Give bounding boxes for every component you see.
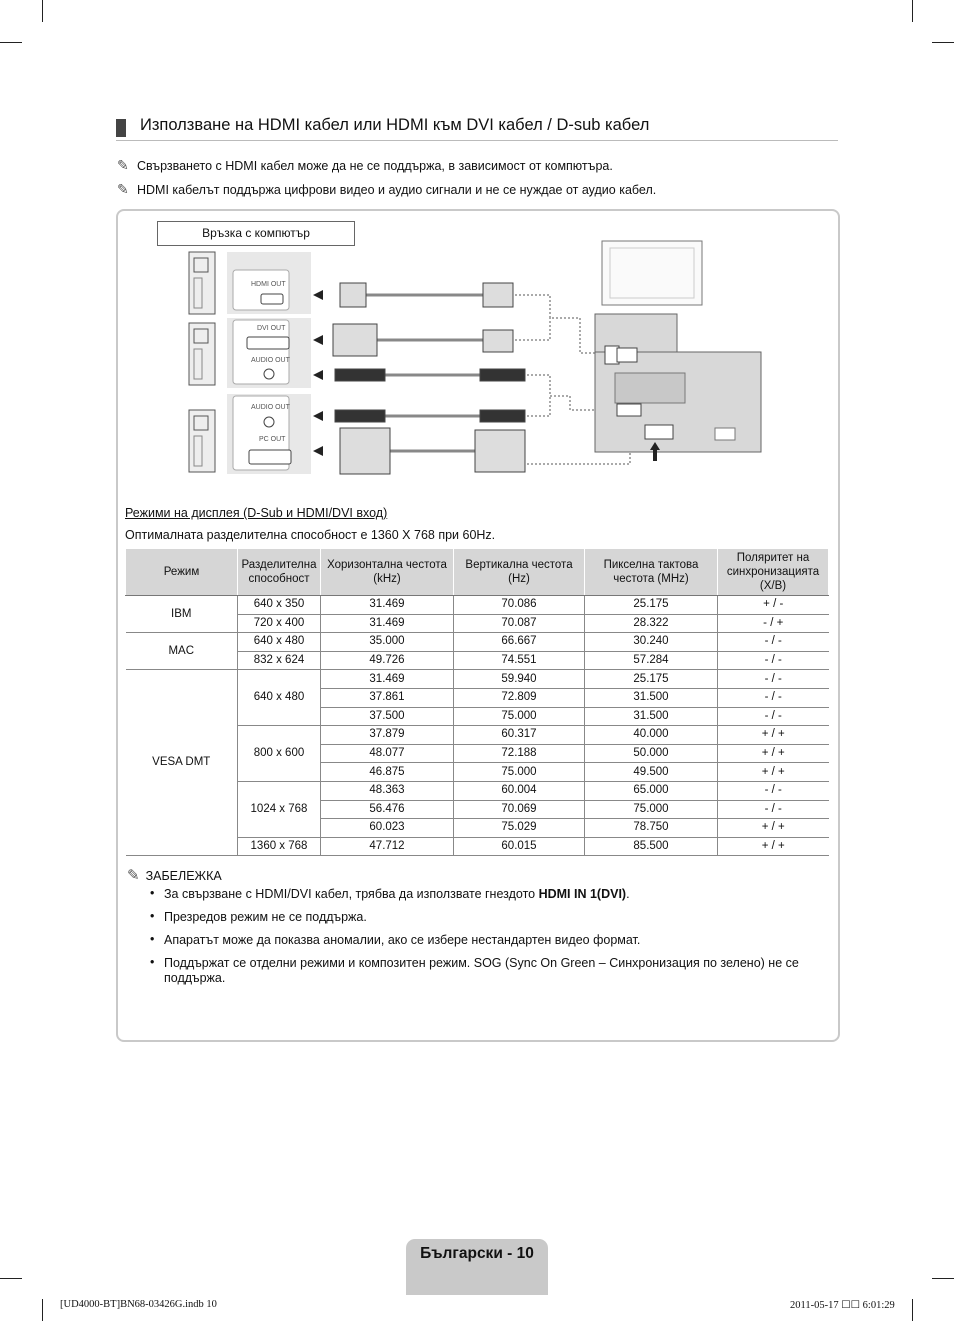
- resolution-cell: 640 x 480: [238, 670, 321, 726]
- list-item: • Презредов режим не се поддържа.: [150, 910, 840, 925]
- note-text: За свързване с HDMI/DVI кабел, трябва да използвате гнездото: [164, 887, 539, 901]
- table-cell: 49.726: [321, 651, 454, 670]
- list-item: • Апаратът може да показва аномалии, ако се избере нестандартен видео формат.: [150, 933, 840, 948]
- table-row: [126, 633, 829, 652]
- table-cell: 72.188: [454, 744, 585, 763]
- table-row: [126, 596, 829, 615]
- table-cell: 40.000: [585, 726, 718, 745]
- table-cell: 25.175: [585, 670, 718, 689]
- dvi-connector-icon: [333, 324, 377, 356]
- note-emphasis: HDMI IN 1(DVI): [538, 887, 627, 901]
- table-cell: 31.469: [321, 670, 454, 689]
- vga-connector-icon: [475, 430, 525, 472]
- table-cell: 75.000: [585, 800, 718, 819]
- column-header: Разделителна способност: [238, 549, 321, 596]
- computer-icon: [189, 252, 215, 314]
- table-cell: + / +: [718, 763, 829, 782]
- crop-mark: [912, 1299, 913, 1321]
- table-cell: 31.469: [321, 596, 454, 615]
- table-cell: 57.284: [585, 651, 718, 670]
- table-cell: 31.469: [321, 614, 454, 633]
- crop-mark: [932, 42, 954, 43]
- table-cell: - / +: [718, 614, 829, 633]
- table-cell: 66.667: [454, 633, 585, 652]
- table-cell: 37.861: [321, 688, 454, 707]
- crop-mark: [42, 0, 43, 22]
- display-modes-table: [125, 548, 829, 856]
- hdmi-port-icon: [261, 294, 283, 304]
- list-item: [150, 887, 840, 902]
- table-cell: 75.000: [454, 707, 585, 726]
- note-heading: [127, 866, 222, 884]
- table-cell: 70.086: [454, 596, 585, 615]
- table-cell: - / -: [718, 800, 829, 819]
- table-cell: 37.879: [321, 726, 454, 745]
- table-cell: + / -: [718, 596, 829, 615]
- mode-cell: IBM: [126, 596, 238, 633]
- table-cell: 28.322: [585, 614, 718, 633]
- table-cell: 48.077: [321, 744, 454, 763]
- note-text: HDMI кабелът поддържа цифрови видео и аудио сигнали и не се нуждае от аудио кабел.: [137, 183, 657, 197]
- table-cell: - / -: [718, 651, 829, 670]
- resolution-cell: 800 x 600: [238, 726, 321, 782]
- table-cell: 60.004: [454, 781, 585, 800]
- hdmi-out-label: HDMI OUT: [251, 281, 286, 288]
- audio-plug-icon: [480, 369, 525, 381]
- mode-cell: VESA DMT: [126, 670, 238, 856]
- table-row: [126, 670, 829, 689]
- table-cell: 30.240: [585, 633, 718, 652]
- table-cell: 25.175: [585, 596, 718, 615]
- computer-icon: [189, 410, 215, 472]
- table-cell: 48.363: [321, 781, 454, 800]
- resolution-cell: 1360 x 768: [238, 837, 321, 856]
- section-title: Използване на HDMI кабел или HDMI към DVI кабел / D-sub кабел: [140, 116, 650, 134]
- resolution-cell: 720 x 400: [238, 614, 321, 633]
- note-item: [117, 157, 613, 174]
- audio-plug-icon: [335, 369, 385, 381]
- tv-icon: [602, 241, 702, 305]
- section-marker: [116, 119, 126, 137]
- table-cell: 74.551: [454, 651, 585, 670]
- table-cell: 60.023: [321, 819, 454, 838]
- audio-port-icon: [264, 369, 274, 379]
- table-cell: 60.317: [454, 726, 585, 745]
- vga-port-icon: [249, 450, 291, 464]
- column-header: Вертикална честота (Hz): [454, 549, 585, 596]
- table-cell: 78.750: [585, 819, 718, 838]
- table-cell: - / -: [718, 688, 829, 707]
- table-cell: 65.000: [585, 781, 718, 800]
- table-cell: - / -: [718, 707, 829, 726]
- column-header: Хоризонтална честота (kHz): [321, 549, 454, 596]
- note-item: [117, 181, 656, 198]
- column-header: Пикселна тактова честота (MHz): [585, 549, 718, 596]
- crop-mark: [932, 1278, 954, 1279]
- table-cell: 46.875: [321, 763, 454, 782]
- audio-out-label: AUDIO OUT: [251, 404, 290, 411]
- note-heading-text: ЗАБЕЛЕЖКА: [145, 869, 222, 883]
- footer-timestamp: 2011-05-17 ☐☐ 6:01:29: [790, 1300, 895, 1311]
- crop-mark: [0, 42, 22, 43]
- table-cell: 72.809: [454, 688, 585, 707]
- table-cell: 31.500: [585, 688, 718, 707]
- page-number-tab: Български - 10: [406, 1239, 548, 1295]
- hdmi-connector-icon: [483, 283, 513, 307]
- table-cell: 47.712: [321, 837, 454, 856]
- crop-mark: [0, 1278, 22, 1279]
- crop-mark: [912, 0, 913, 22]
- table-cell: + / +: [718, 726, 829, 745]
- pencil-icon: ✎: [117, 157, 129, 173]
- table-cell: - / -: [718, 781, 829, 800]
- audio-plug-icon: [335, 410, 385, 422]
- table-cell: 59.940: [454, 670, 585, 689]
- dvi-port-icon: [247, 337, 289, 349]
- resolution-cell: 640 x 480: [238, 633, 321, 652]
- crop-mark: [42, 1299, 43, 1321]
- modes-subtitle: Оптималната разделителна способност е 1360 X 768 при 60Hz.: [125, 528, 496, 542]
- table-cell: - / -: [718, 670, 829, 689]
- table-cell: 75.000: [454, 763, 585, 782]
- table-cell: 70.087: [454, 614, 585, 633]
- table-cell: 37.500: [321, 707, 454, 726]
- resolution-cell: 832 x 624: [238, 651, 321, 670]
- resolution-cell: 1024 x 768: [238, 781, 321, 837]
- table-cell: 49.500: [585, 763, 718, 782]
- audio-out-label: AUDIO OUT: [251, 357, 290, 364]
- resolution-cell: 640 x 350: [238, 596, 321, 615]
- table-cell: 75.029: [454, 819, 585, 838]
- table-cell: 35.000: [321, 633, 454, 652]
- table-cell: 50.000: [585, 744, 718, 763]
- table-cell: + / +: [718, 744, 829, 763]
- note-text: Свързването с HDMI кабел може да не се поддържа, в зависимост от компютъра.: [137, 159, 613, 173]
- mode-cell: MAC: [126, 633, 238, 670]
- pencil-icon: ✎: [117, 181, 129, 197]
- computer-icon: [189, 323, 215, 385]
- vga-connector-icon: [340, 428, 390, 474]
- footer-file: [UD4000-BT]BN68-03426G.indb 10: [60, 1299, 217, 1310]
- tv-rear-panel: [595, 314, 761, 452]
- table-cell: 31.500: [585, 707, 718, 726]
- pencil-icon: ✎: [127, 867, 140, 884]
- modes-heading: Режими на дисплея (D-Sub и HDMI/DVI вход): [125, 506, 388, 520]
- section-header: [116, 114, 838, 141]
- column-header: Режим: [126, 549, 238, 596]
- list-item: • Поддържат се отделни режими и композитен режим. SOG (Sync On Green – Синхронизация по зелено) не се поддържа.: [150, 956, 840, 986]
- audio-port-icon: [264, 417, 274, 427]
- table-cell: 70.069: [454, 800, 585, 819]
- table-cell: 56.476: [321, 800, 454, 819]
- table-cell: 60.015: [454, 837, 585, 856]
- table-header-row: [126, 549, 829, 596]
- dvi-out-label: DVI OUT: [257, 325, 286, 332]
- hdmi-connector-icon: [340, 283, 366, 307]
- pc-out-label: PC OUT: [259, 436, 286, 443]
- column-header: Поляритет на синхронизацията (Х/В): [718, 549, 829, 596]
- table-cell: + / +: [718, 837, 829, 856]
- note-text: .: [626, 887, 630, 901]
- table-cell: 85.500: [585, 837, 718, 856]
- table-cell: + / +: [718, 819, 829, 838]
- audio-plug-icon: [480, 410, 525, 422]
- hdmi-connector-icon: [483, 330, 513, 352]
- connection-diagram: [185, 238, 765, 483]
- table-cell: - / -: [718, 633, 829, 652]
- note-list: [150, 887, 840, 994]
- diagram-title: Връзка с компютър: [157, 221, 355, 246]
